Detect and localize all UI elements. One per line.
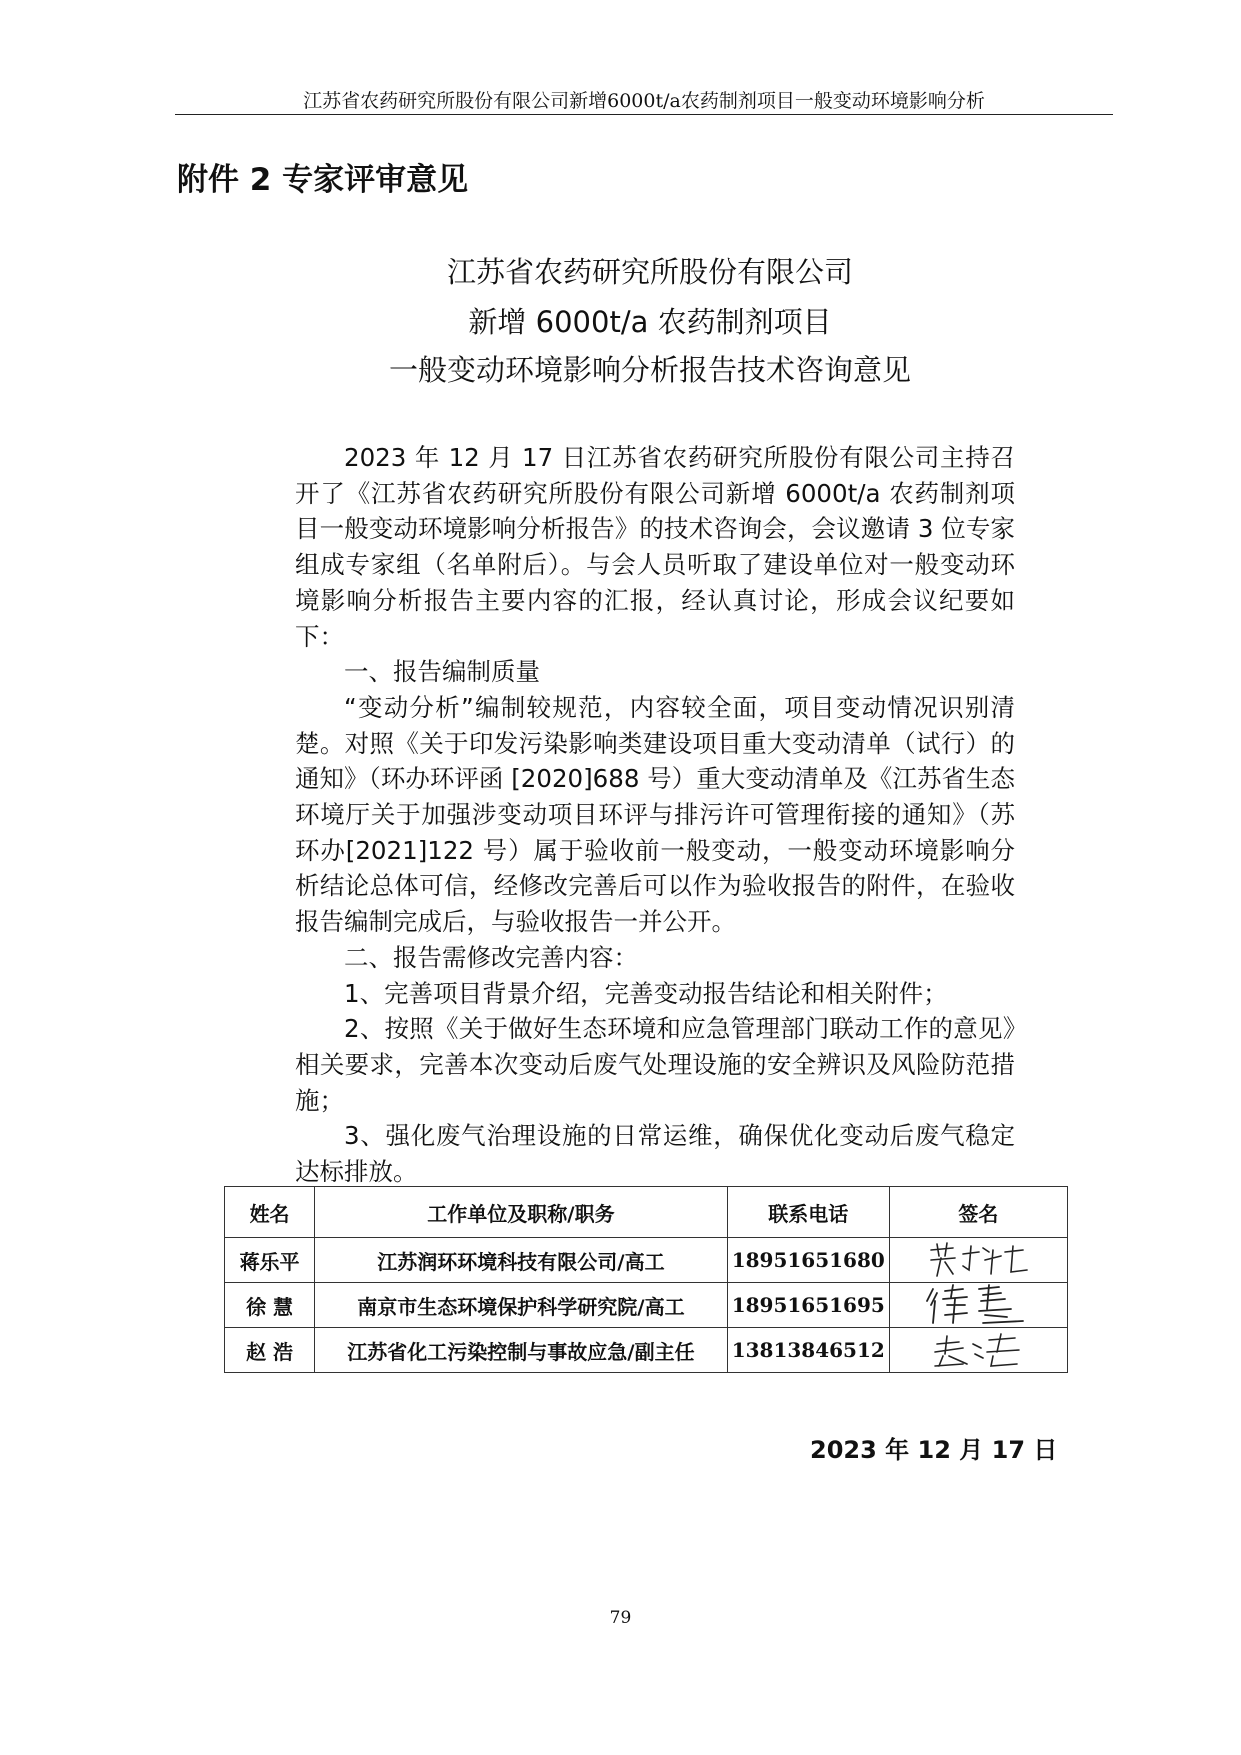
- doc-title-line2: 新增 6000t/a 农药制剂项目: [468, 305, 832, 339]
- intro-paragraph: 2023 年 12 月 17 日江苏省农药研究所股份有限公司主持召开了《江苏省农药研究所股份有限公司新增 6000t/a 农药制剂项目一般变动环境影响分析报告》的技术咨询会，会议邀请 3 位专家组成专家组（名单附后）。与会人员听取了建设单位对一般变动环境影响分析报告主要内容的汇报，经认真讨论，形成会议纪要如下：: [295, 443, 1015, 651]
- header-organization: 工作单位及职称/职务: [315, 1187, 728, 1238]
- signature-cell: [889, 1283, 1067, 1328]
- revision-item: 2、按照《关于做好生态环境和应急管理部门联动工作的意见》相关要求，完善本次变动后废气处理设施的安全辨识及风险防范措施；: [295, 1014, 1015, 1115]
- table-header-row: [225, 1187, 1068, 1238]
- handwritten-signature: [923, 1240, 1033, 1280]
- revision-item: 3、强化废气治理设施的日常运维，确保优化变动后废气稳定达标排放。: [295, 1121, 1015, 1187]
- running-header: 江苏省农药研究所股份有限公司新增6000t/a农药制剂项目一般变动环境影响分析: [303, 90, 985, 112]
- section1-paragraph: “变动分析”编制较规范，内容较全面，项目变动情况识别清楚。对照《关于印发污染影响类建设项目重大变动清单（试行）的通知》（环办环评函 [2020]688 号）重大变动清单及《江苏省生态环境厅关于加强涉变动项目环评与排污许可管理衔接的通知》（苏环办[2021]122 号）属于验收前一般变动，一般变动环境影响分析结论总体可信，经修改完善后可以作为验收报告的附件，在验收报告编制完成后，与验收报告一并公开。: [295, 692, 1015, 937]
- expert-phone: 18951651695: [727, 1283, 889, 1328]
- expert-phone: 13813846512: [727, 1328, 889, 1373]
- revision-item: 1、完善项目背景介绍，完善变动报告结论和相关附件；: [344, 978, 948, 1008]
- expert-organization: 南京市生态环境保护科学研究院/高工: [315, 1283, 728, 1328]
- signature-cell: [889, 1328, 1067, 1373]
- doc-title-line1: 江苏省农药研究所股份有限公司: [446, 255, 853, 289]
- section1-title: 一、报告编制质量: [344, 657, 540, 687]
- section2-title: 二、报告需修改完善内容：: [344, 942, 638, 972]
- attachment-title: 附件 2 专家评审意见: [177, 162, 469, 198]
- page-number: 79: [609, 1608, 632, 1628]
- header-phone: 联系电话: [727, 1187, 889, 1238]
- document-date: 2023 年 12 月 17 日: [810, 1436, 1058, 1464]
- header-signature: 签名: [889, 1187, 1067, 1238]
- table-row: [225, 1328, 1068, 1373]
- expert-organization: 江苏省化工污染控制与事故应急/副主任: [315, 1328, 728, 1373]
- signature-cell: [889, 1238, 1067, 1283]
- expert-name: 徐 慧: [225, 1283, 315, 1328]
- header-divider: [175, 114, 1113, 115]
- expert-name: 蒋乐平: [225, 1238, 315, 1283]
- table-row: [225, 1283, 1068, 1328]
- expert-table: [224, 1186, 1068, 1373]
- expert-phone: 18951651680: [727, 1238, 889, 1283]
- expert-organization: 江苏润环环境科技有限公司/高工: [315, 1238, 728, 1283]
- doc-title-line3: 一般变动环境影响分析报告技术咨询意见: [388, 353, 911, 387]
- handwritten-signature: [923, 1283, 1033, 1327]
- table-row: [225, 1238, 1068, 1283]
- opinion-body: [295, 440, 1015, 1190]
- handwritten-signature: [923, 1330, 1033, 1370]
- header-name: 姓名: [225, 1187, 315, 1238]
- expert-name: 赵 浩: [225, 1328, 315, 1373]
